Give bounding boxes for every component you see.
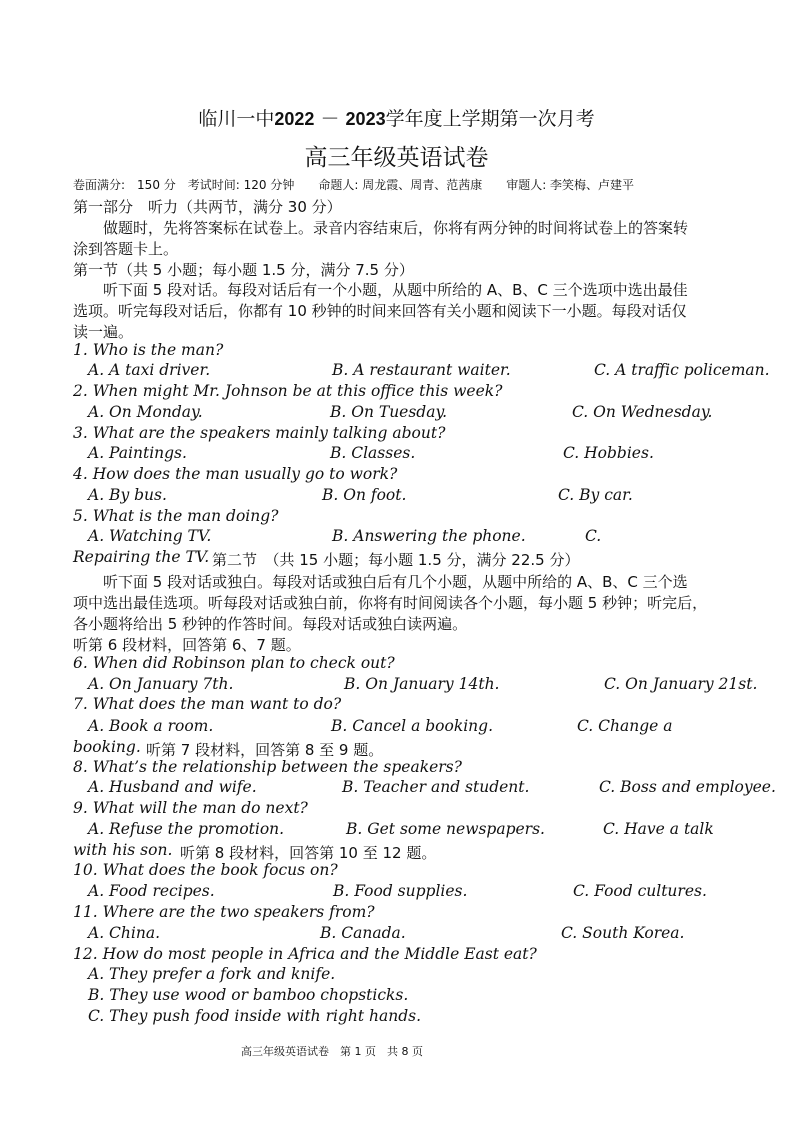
section1-instruction-line1: 听下面 5 段对话。每段对话后有一个小题，从题中所给的 A、B、C 三个选项中选出最佳: [103, 281, 688, 299]
section2-heading: 第二节 （共 15 小题；每小题 1.5 分，满分 22.5 分）: [212, 551, 580, 569]
q11-option-c: C. South Korea.: [561, 924, 685, 942]
q4-stem: 4. How does the man usually go to work?: [73, 465, 398, 483]
q10-option-c: C. Food cultures.: [573, 882, 707, 900]
q2-option-a: A. On Monday.: [88, 403, 203, 421]
section1-instruction-line2: 选项。听完每段对话后，你都有 10 秒钟的时间来回答有关小题和阅读下一小题。每段对话仅: [73, 302, 687, 320]
footer-end: 页: [412, 1045, 423, 1058]
footer-total-pages: 8: [401, 1045, 409, 1058]
title-suffix: 学年度上学期第一次月考: [385, 108, 595, 130]
section2-instruction-line3: 各小题将给出 5 秒钟的作答时间。每段对话或独白读两遍。: [73, 615, 468, 633]
q9-option-c-part1: C. Have a talk: [603, 820, 714, 838]
q7-option-c-part1: C. Change a: [577, 717, 673, 735]
material8-instruction: 听第 8 段材料，回答第 10 至 12 题。: [180, 844, 437, 862]
q10-stem: 10. What does the book focus on?: [73, 861, 338, 879]
exam-subtitle: 高三年级英语试卷: [304, 145, 489, 171]
q1-option-c: C. A traffic policeman.: [594, 361, 770, 379]
q12-option-b: B. They use wood or bamboo chopsticks.: [88, 986, 409, 1004]
q11-stem: 11. Where are the two speakers from?: [73, 903, 375, 921]
q3-option-b: B. Classes.: [330, 444, 416, 462]
section2-instruction-line1: 听下面 5 段对话或独白。每段对话或独白后有几个小题，从题中所给的 A、B、C 三个选: [103, 573, 688, 591]
q9-option-c-part2: with his son.: [73, 841, 173, 859]
footer-page-number: 1: [354, 1045, 362, 1058]
q1-stem: 1. Who is the man?: [73, 341, 224, 359]
year-dash: －: [320, 108, 340, 130]
exam-info: 卷面满分: 150 分 考试时间: 120 分钟 命题人: 周龙霞、周青、范茜康 审题人: 李笑梅、卢建平: [73, 178, 635, 192]
q7-option-b: B. Cancel a booking.: [331, 717, 494, 735]
footer-mid: 页 共: [365, 1045, 398, 1058]
q5-option-c-label: C.: [585, 527, 602, 545]
q7-option-a: A. Book a room.: [88, 717, 214, 735]
footer-text: 高三年级英语试卷 第: [241, 1045, 351, 1058]
q6-option-c: C. On January 21st.: [604, 675, 758, 693]
q10-option-a: A. Food recipes.: [88, 882, 215, 900]
q9-stem: 9. What will the man do next?: [73, 799, 308, 817]
q12-stem: 12. How do most people in Africa and the Middle East eat?: [73, 945, 537, 963]
q5-option-c-text: Repairing the TV.: [73, 548, 210, 566]
year-start: 2022: [274, 109, 315, 129]
q2-stem: 2. When might Mr. Johnson be at this office this week?: [73, 382, 503, 400]
year-end: 2023: [345, 109, 386, 129]
q3-stem: 3. What are the speakers mainly talking about?: [73, 424, 446, 442]
q3-option-c: C. Hobbies.: [563, 444, 654, 462]
q6-stem: 6. When did Robinson plan to check out?: [73, 654, 395, 672]
q12-option-a: A. They prefer a fork and knife.: [88, 965, 336, 983]
q8-option-c: C. Boss and employee.: [599, 778, 776, 796]
q8-stem: 8. What’s the relationship between the speakers?: [73, 758, 462, 776]
part1-heading: 第一部分 听力（共两节，满分 30 分）: [73, 198, 342, 216]
title-prefix: 临川一中: [198, 108, 275, 130]
q7-stem: 7. What does the man want to do?: [73, 695, 342, 713]
q1-option-b: B. A restaurant waiter.: [332, 361, 511, 379]
section2-instruction-line2: 项中选出最佳选项。听每段对话或独白前，你将有时间阅读各个小题，每小题 5 秒钟；听完后，: [73, 594, 708, 612]
q5-option-b: B. Answering the phone.: [332, 527, 526, 545]
q4-option-a: A. By bus.: [88, 486, 167, 504]
q9-option-b: B. Get some newspapers.: [346, 820, 545, 838]
q8-option-b: B. Teacher and student.: [342, 778, 530, 796]
page-footer: [241, 1043, 423, 1059]
q4-option-b: B. On foot.: [322, 486, 407, 504]
q2-option-b: B. On Tuesday.: [330, 403, 448, 421]
exam-title: [0, 104, 793, 131]
q9-option-a: A. Refuse the promotion.: [88, 820, 285, 838]
q2-option-c: C. On Wednesday.: [572, 403, 713, 421]
q11-option-b: B. Canada.: [320, 924, 406, 942]
q1-option-a: A. A taxi driver.: [88, 361, 211, 379]
q7-option-c-part2: booking.: [73, 738, 141, 756]
q11-option-a: A. China.: [88, 924, 160, 942]
section1-heading: 第一节（共 5 小题；每小题 1.5 分，满分 7.5 分）: [73, 261, 414, 279]
material7-instruction: 听第 7 段材料，回答第 8 至 9 题。: [146, 741, 384, 759]
q8-option-a: A. Husband and wife.: [88, 778, 257, 796]
q10-option-b: B. Food supplies.: [333, 882, 468, 900]
q6-option-b: B. On January 14th.: [344, 675, 500, 693]
part1-instruction-line2: 涂到答题卡上。: [73, 240, 179, 258]
q5-option-a: A. Watching TV.: [88, 527, 212, 545]
part1-instruction-line1: 做题时，先将答案标在试卷上。录音内容结束后，你将有两分钟的时间将试卷上的答案转: [103, 219, 689, 237]
q4-option-c: C. By car.: [558, 486, 633, 504]
q5-stem: 5. What is the man doing?: [73, 507, 279, 525]
material6-instruction: 听第 6 段材料，回答第 6、7 题。: [73, 636, 301, 654]
q12-option-c: C. They push food inside with right hands.: [88, 1007, 422, 1025]
q6-option-a: A. On January 7th.: [88, 675, 234, 693]
q3-option-a: A. Paintings.: [88, 444, 187, 462]
section1-instruction-line3: 读一遍。: [73, 323, 134, 341]
